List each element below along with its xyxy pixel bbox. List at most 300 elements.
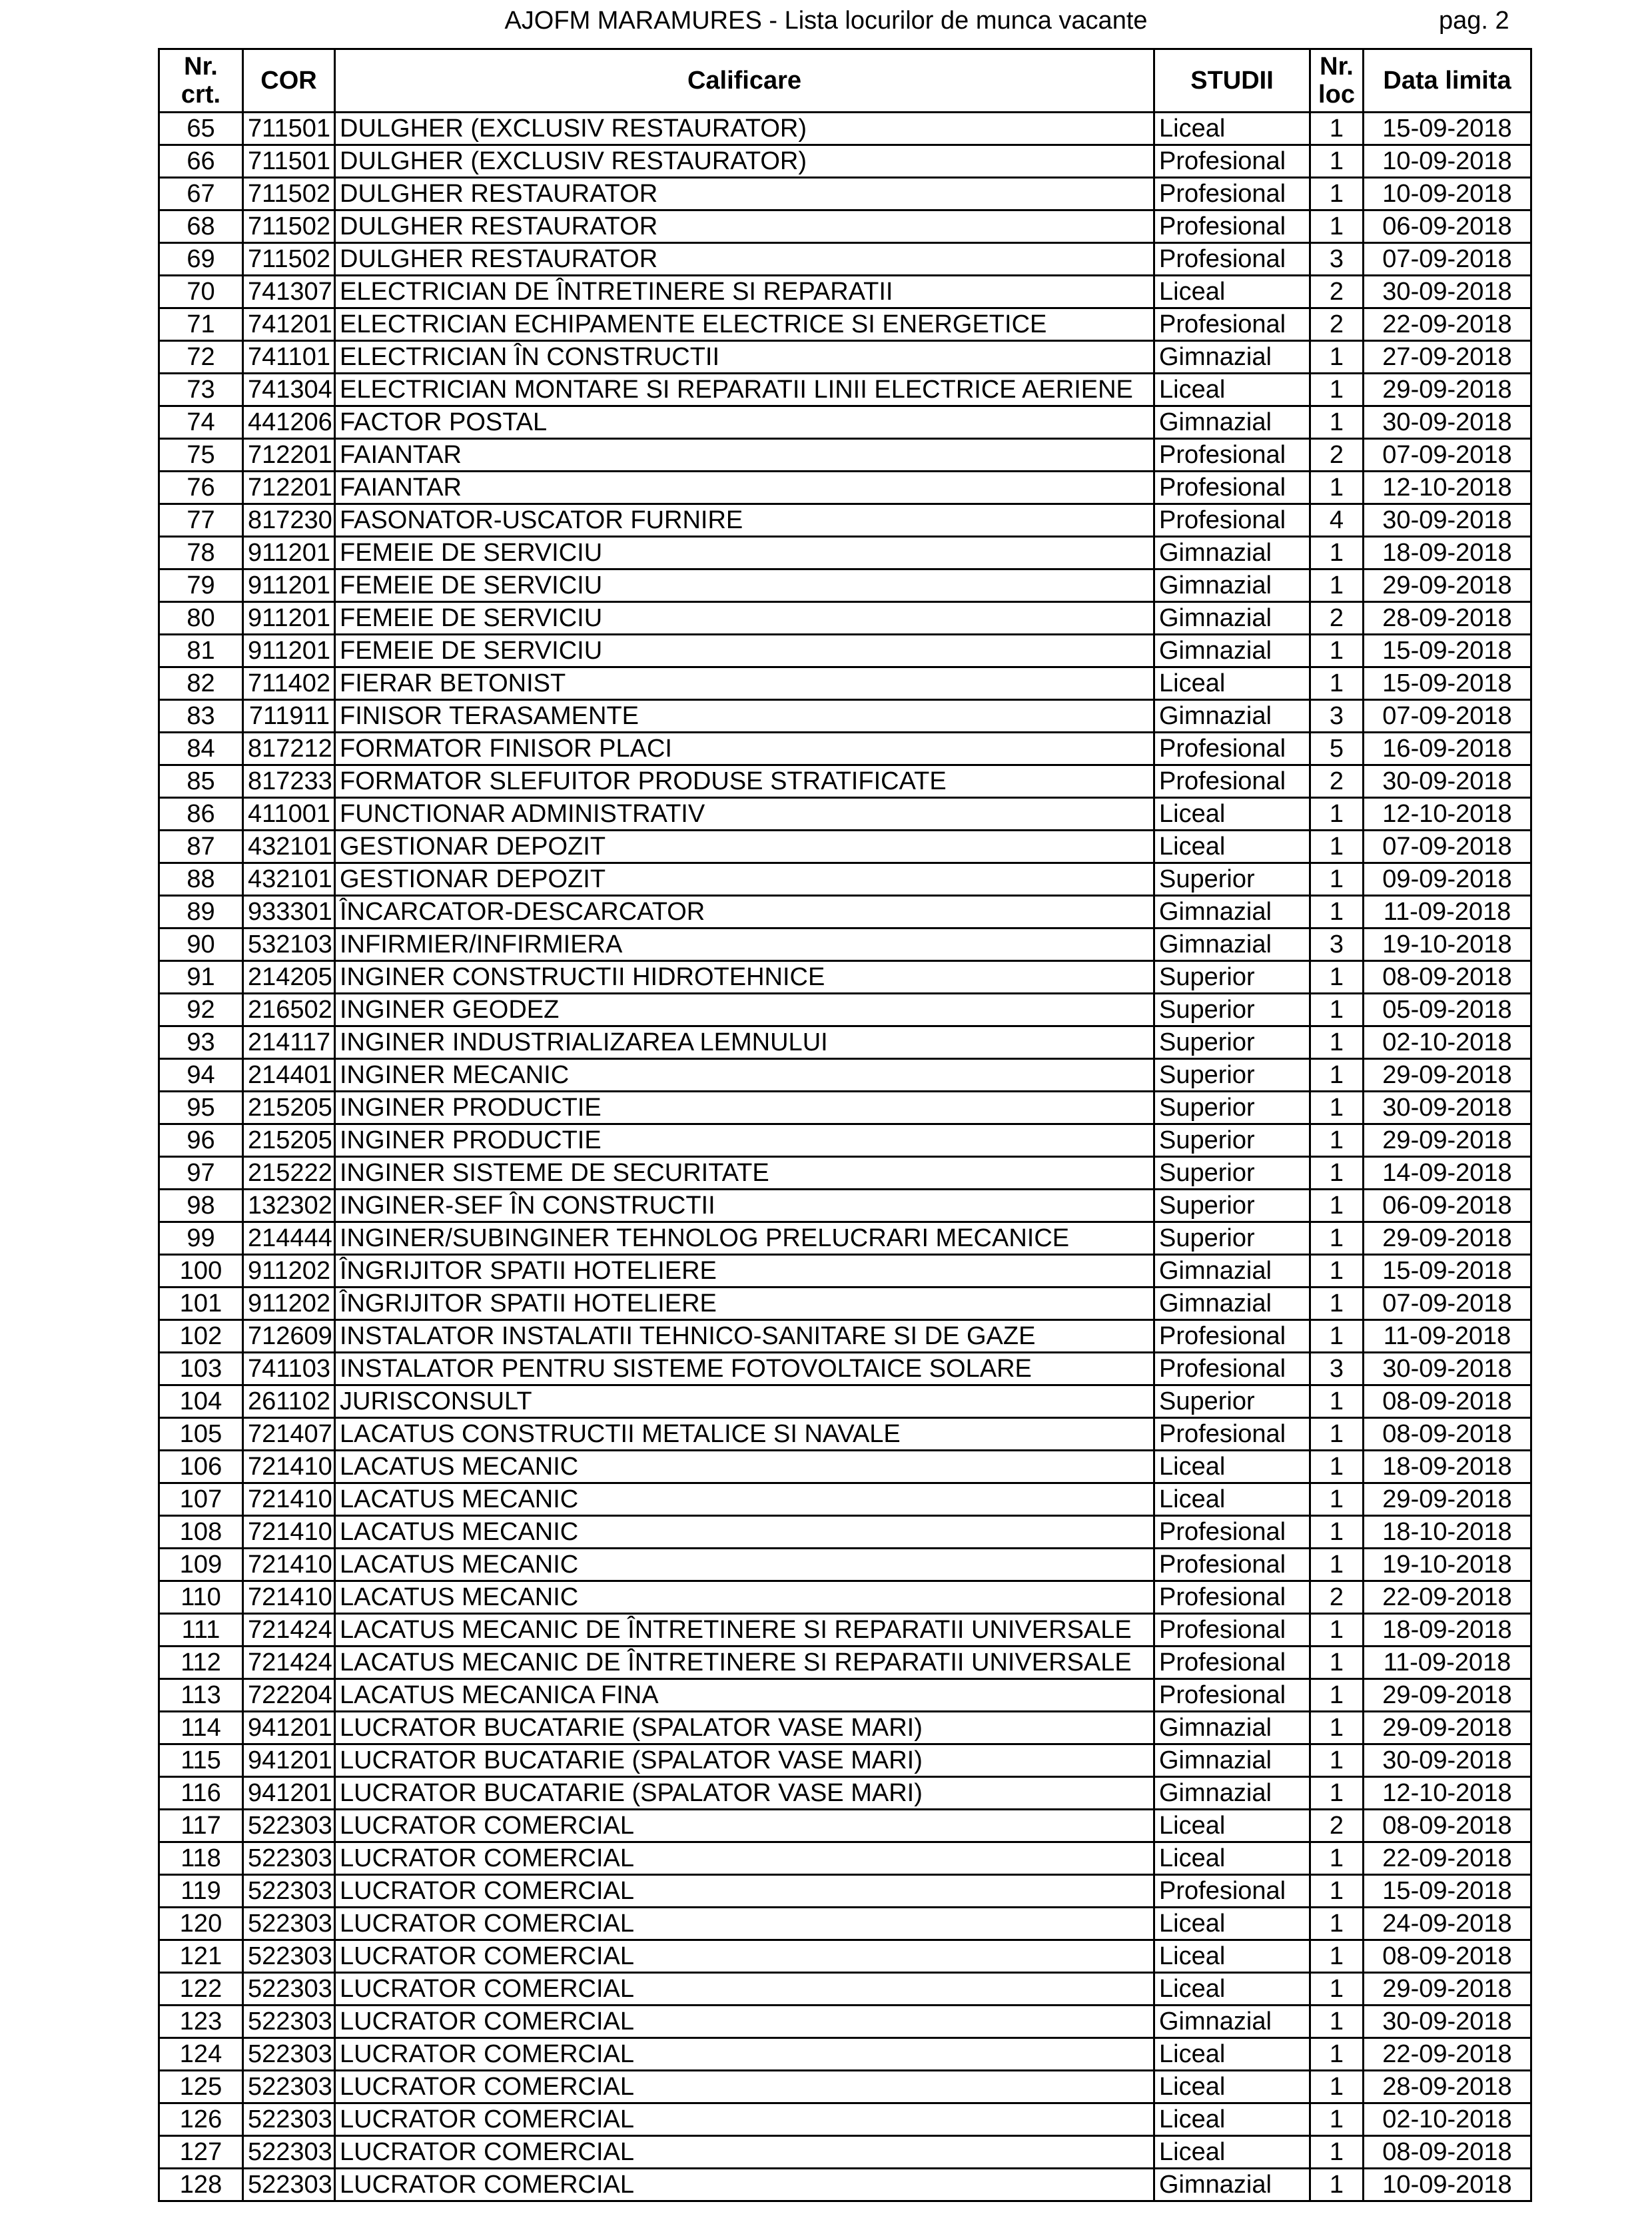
cell-nr-loc: 1	[1310, 1647, 1364, 1679]
cell-nr-loc: 1	[1310, 1320, 1364, 1353]
cell-nr-crt: 82	[159, 667, 243, 700]
cell-data-limita: 02-10-2018	[1364, 1026, 1531, 1059]
cell-cor: 721410	[243, 1483, 335, 1516]
cell-nr-crt: 81	[159, 635, 243, 667]
cell-nr-loc: 1	[1310, 1712, 1364, 1744]
table-row	[159, 1940, 1531, 1973]
cell-studii: Profesional	[1154, 504, 1310, 537]
cell-cor: 522303	[243, 1842, 335, 1875]
cell-nr-crt: 100	[159, 1255, 243, 1288]
cell-studii: Gimnazial	[1154, 537, 1310, 569]
cell-cor: 522303	[243, 1810, 335, 1842]
cell-cor: 711502	[243, 210, 335, 243]
cell-nr-loc: 1	[1310, 1973, 1364, 2006]
cell-cor: 711402	[243, 667, 335, 700]
table-row	[159, 1059, 1531, 1092]
cell-cor: 214401	[243, 1059, 335, 1092]
cell-nr-loc: 1	[1310, 341, 1364, 374]
cell-nr-crt: 84	[159, 733, 243, 765]
cell-studii: Profesional	[1154, 145, 1310, 178]
cell-nr-loc: 1	[1310, 1940, 1364, 1973]
cell-studii: Gimnazial	[1154, 2169, 1310, 2201]
cell-data-limita: 22-09-2018	[1364, 308, 1531, 341]
table-row	[159, 1973, 1531, 2006]
cell-studii: Superior	[1154, 1385, 1310, 1418]
cell-calificare: INGINER PRODUCTIE	[335, 1092, 1154, 1124]
cell-calificare: LUCRATOR COMERCIAL	[335, 1875, 1154, 1908]
cell-nr-loc: 2	[1310, 308, 1364, 341]
cell-nr-crt: 104	[159, 1385, 243, 1418]
cell-studii: Profesional	[1154, 1614, 1310, 1647]
cell-nr-crt: 87	[159, 831, 243, 863]
cell-nr-loc: 1	[1310, 961, 1364, 994]
cell-studii: Profesional	[1154, 1679, 1310, 1712]
cell-nr-crt: 105	[159, 1418, 243, 1451]
cell-nr-loc: 1	[1310, 798, 1364, 831]
table-row	[159, 1320, 1531, 1353]
cell-studii: Liceal	[1154, 831, 1310, 863]
cell-cor: 712201	[243, 439, 335, 472]
cell-nr-crt: 70	[159, 276, 243, 308]
cell-data-limita: 29-09-2018	[1364, 374, 1531, 406]
cell-data-limita: 11-09-2018	[1364, 1647, 1531, 1679]
table-row	[159, 1516, 1531, 1549]
header-row	[159, 49, 1531, 113]
cell-cor: 215205	[243, 1124, 335, 1157]
cell-cor: 132302	[243, 1190, 335, 1222]
cell-cor: 432101	[243, 831, 335, 863]
cell-data-limita: 28-09-2018	[1364, 2071, 1531, 2103]
cell-data-limita: 08-09-2018	[1364, 1418, 1531, 1451]
cell-studii: Liceal	[1154, 1908, 1310, 1940]
cell-nr-loc: 1	[1310, 2136, 1364, 2169]
table-row	[159, 1288, 1531, 1320]
table-row	[159, 1744, 1531, 1777]
cell-data-limita: 30-09-2018	[1364, 406, 1531, 439]
cell-calificare: INFIRMIER/INFIRMIERA	[335, 928, 1154, 961]
cell-calificare: ELECTRICIAN ÎN CONSTRUCTII	[335, 341, 1154, 374]
cell-cor: 817233	[243, 765, 335, 798]
cell-nr-loc: 5	[1310, 733, 1364, 765]
cell-studii: Liceal	[1154, 1842, 1310, 1875]
cell-data-limita: 15-09-2018	[1364, 113, 1531, 145]
cell-data-limita: 30-09-2018	[1364, 1353, 1531, 1385]
cell-calificare: DULGHER RESTAURATOR	[335, 243, 1154, 276]
cell-data-limita: 29-09-2018	[1364, 1222, 1531, 1255]
cell-data-limita: 11-09-2018	[1364, 896, 1531, 928]
cell-cor: 741304	[243, 374, 335, 406]
cell-studii: Liceal	[1154, 1810, 1310, 1842]
table-row	[159, 2006, 1531, 2038]
cell-calificare: DULGHER RESTAURATOR	[335, 178, 1154, 210]
cell-data-limita: 29-09-2018	[1364, 1124, 1531, 1157]
table-row	[159, 1124, 1531, 1157]
column-header-studii: STUDII	[1154, 49, 1310, 113]
cell-nr-crt: 124	[159, 2038, 243, 2071]
table-row	[159, 569, 1531, 602]
cell-nr-loc: 1	[1310, 2169, 1364, 2201]
cell-cor: 817212	[243, 733, 335, 765]
table-row	[159, 961, 1531, 994]
cell-cor: 216502	[243, 994, 335, 1026]
cell-nr-loc: 1	[1310, 863, 1364, 896]
cell-nr-loc: 4	[1310, 504, 1364, 537]
cell-calificare: LUCRATOR COMERCIAL	[335, 1973, 1154, 2006]
cell-cor: 215222	[243, 1157, 335, 1190]
cell-calificare: FEMEIE DE SERVICIU	[335, 569, 1154, 602]
cell-nr-loc: 3	[1310, 243, 1364, 276]
cell-calificare: DULGHER RESTAURATOR	[335, 210, 1154, 243]
cell-calificare: LUCRATOR COMERCIAL	[335, 1940, 1154, 1973]
cell-data-limita: 22-09-2018	[1364, 2038, 1531, 2071]
cell-data-limita: 18-09-2018	[1364, 537, 1531, 569]
cell-nr-crt: 69	[159, 243, 243, 276]
cell-cor: 712201	[243, 472, 335, 504]
cell-data-limita: 10-09-2018	[1364, 145, 1531, 178]
cell-nr-crt: 106	[159, 1451, 243, 1483]
cell-nr-crt: 96	[159, 1124, 243, 1157]
cell-cor: 214205	[243, 961, 335, 994]
cell-nr-crt: 116	[159, 1777, 243, 1810]
cell-nr-loc: 1	[1310, 1451, 1364, 1483]
cell-data-limita: 12-10-2018	[1364, 472, 1531, 504]
cell-cor: 522303	[243, 1908, 335, 1940]
cell-nr-loc: 1	[1310, 1092, 1364, 1124]
cell-data-limita: 18-09-2018	[1364, 1614, 1531, 1647]
cell-calificare: LUCRATOR COMERCIAL	[335, 2103, 1154, 2136]
cell-data-limita: 06-09-2018	[1364, 1190, 1531, 1222]
cell-cor: 911201	[243, 635, 335, 667]
cell-calificare: FINISOR TERASAMENTE	[335, 700, 1154, 733]
cell-nr-loc: 3	[1310, 1353, 1364, 1385]
cell-studii: Liceal	[1154, 2038, 1310, 2071]
cell-nr-crt: 76	[159, 472, 243, 504]
cell-cor: 911201	[243, 537, 335, 569]
cell-data-limita: 18-10-2018	[1364, 1516, 1531, 1549]
cell-nr-crt: 110	[159, 1581, 243, 1614]
cell-nr-loc: 1	[1310, 896, 1364, 928]
cell-studii: Superior	[1154, 1059, 1310, 1092]
cell-cor: 215205	[243, 1092, 335, 1124]
cell-nr-crt: 121	[159, 1940, 243, 1973]
column-header-cor: COR	[243, 49, 335, 113]
cell-calificare: ÎNCARCATOR-DESCARCATOR	[335, 896, 1154, 928]
vacancies-table	[158, 48, 1532, 2202]
cell-studii: Liceal	[1154, 1451, 1310, 1483]
table-row	[159, 1418, 1531, 1451]
cell-nr-loc: 1	[1310, 667, 1364, 700]
cell-data-limita: 15-09-2018	[1364, 635, 1531, 667]
cell-data-limita: 29-09-2018	[1364, 1973, 1531, 2006]
cell-nr-loc: 1	[1310, 2103, 1364, 2136]
cell-data-limita: 29-09-2018	[1364, 569, 1531, 602]
cell-studii: Superior	[1154, 1124, 1310, 1157]
table-row	[159, 145, 1531, 178]
cell-nr-crt: 74	[159, 406, 243, 439]
cell-nr-loc: 1	[1310, 1516, 1364, 1549]
cell-nr-loc: 1	[1310, 1679, 1364, 1712]
cell-data-limita: 11-09-2018	[1364, 1320, 1531, 1353]
cell-calificare: INGINER PRODUCTIE	[335, 1124, 1154, 1157]
cell-data-limita: 15-09-2018	[1364, 1255, 1531, 1288]
cell-cor: 522303	[243, 1875, 335, 1908]
cell-nr-loc: 1	[1310, 1222, 1364, 1255]
cell-data-limita: 30-09-2018	[1364, 504, 1531, 537]
table-row	[159, 1222, 1531, 1255]
cell-studii: Profesional	[1154, 1353, 1310, 1385]
cell-nr-crt: 128	[159, 2169, 243, 2201]
cell-nr-crt: 115	[159, 1744, 243, 1777]
table-row	[159, 635, 1531, 667]
cell-data-limita: 10-09-2018	[1364, 2169, 1531, 2201]
table-row	[159, 667, 1531, 700]
cell-data-limita: 29-09-2018	[1364, 1483, 1531, 1516]
cell-calificare: LUCRATOR COMERCIAL	[335, 2006, 1154, 2038]
cell-nr-crt: 88	[159, 863, 243, 896]
table-row	[159, 113, 1531, 145]
cell-calificare: INGINER CONSTRUCTII HIDROTEHNICE	[335, 961, 1154, 994]
cell-calificare: INGINER MECANIC	[335, 1059, 1154, 1092]
cell-calificare: JURISCONSULT	[335, 1385, 1154, 1418]
cell-nr-loc: 1	[1310, 2038, 1364, 2071]
cell-studii: Liceal	[1154, 276, 1310, 308]
cell-studii: Superior	[1154, 1092, 1310, 1124]
cell-nr-loc: 1	[1310, 1777, 1364, 1810]
cell-nr-crt: 112	[159, 1647, 243, 1679]
cell-nr-loc: 1	[1310, 1059, 1364, 1092]
cell-nr-loc: 1	[1310, 635, 1364, 667]
cell-studii: Liceal	[1154, 667, 1310, 700]
table-row	[159, 831, 1531, 863]
table-row	[159, 406, 1531, 439]
cell-studii: Gimnazial	[1154, 569, 1310, 602]
cell-cor: 941201	[243, 1712, 335, 1744]
cell-cor: 261102	[243, 1385, 335, 1418]
cell-nr-crt: 66	[159, 145, 243, 178]
table-row	[159, 178, 1531, 210]
cell-studii: Gimnazial	[1154, 406, 1310, 439]
cell-calificare: LUCRATOR COMERCIAL	[335, 2169, 1154, 2201]
cell-cor: 911201	[243, 602, 335, 635]
cell-data-limita: 02-10-2018	[1364, 2103, 1531, 2136]
cell-studii: Superior	[1154, 961, 1310, 994]
cell-data-limita: 07-09-2018	[1364, 700, 1531, 733]
cell-studii: Superior	[1154, 994, 1310, 1026]
cell-studii: Profesional	[1154, 472, 1310, 504]
cell-nr-loc: 1	[1310, 2006, 1364, 2038]
cell-nr-loc: 1	[1310, 831, 1364, 863]
cell-calificare: ELECTRICIAN MONTARE SI REPARATII LINII ELECTRICE AERIENE	[335, 374, 1154, 406]
cell-cor: 214117	[243, 1026, 335, 1059]
cell-studii: Profesional	[1154, 308, 1310, 341]
cell-nr-loc: 2	[1310, 439, 1364, 472]
cell-cor: 911202	[243, 1288, 335, 1320]
cell-studii: Superior	[1154, 1026, 1310, 1059]
cell-nr-loc: 1	[1310, 1908, 1364, 1940]
cell-studii: Superior	[1154, 863, 1310, 896]
cell-calificare: LACATUS MECANIC	[335, 1516, 1154, 1549]
cell-nr-crt: 118	[159, 1842, 243, 1875]
cell-calificare: FAIANTAR	[335, 472, 1154, 504]
cell-studii: Liceal	[1154, 2103, 1310, 2136]
cell-studii: Gimnazial	[1154, 602, 1310, 635]
cell-nr-loc: 1	[1310, 1418, 1364, 1451]
cell-calificare: ÎNGRIJITOR SPATII HOTELIERE	[335, 1288, 1154, 1320]
cell-calificare: LACATUS MECANIC	[335, 1549, 1154, 1581]
table-row	[159, 243, 1531, 276]
cell-cor: 722204	[243, 1679, 335, 1712]
cell-cor: 711501	[243, 113, 335, 145]
cell-nr-crt: 97	[159, 1157, 243, 1190]
cell-cor: 933301	[243, 896, 335, 928]
cell-studii: Gimnazial	[1154, 896, 1310, 928]
table-row	[159, 2136, 1531, 2169]
table-header	[159, 49, 1531, 113]
cell-studii: Profesional	[1154, 1875, 1310, 1908]
cell-data-limita: 28-09-2018	[1364, 602, 1531, 635]
cell-data-limita: 08-09-2018	[1364, 961, 1531, 994]
cell-cor: 721424	[243, 1647, 335, 1679]
table-row	[159, 1190, 1531, 1222]
cell-nr-crt: 109	[159, 1549, 243, 1581]
cell-data-limita: 08-09-2018	[1364, 1940, 1531, 1973]
cell-data-limita: 12-10-2018	[1364, 798, 1531, 831]
cell-cor: 721410	[243, 1549, 335, 1581]
cell-nr-crt: 93	[159, 1026, 243, 1059]
cell-studii: Profesional	[1154, 1581, 1310, 1614]
table-row	[159, 1353, 1531, 1385]
cell-nr-crt: 108	[159, 1516, 243, 1549]
cell-cor: 522303	[243, 1940, 335, 1973]
cell-cor: 741103	[243, 1353, 335, 1385]
page-header	[0, 0, 1652, 47]
cell-data-limita: 08-09-2018	[1364, 1810, 1531, 1842]
cell-nr-loc: 1	[1310, 1875, 1364, 1908]
table-row	[159, 1647, 1531, 1679]
cell-calificare: LUCRATOR BUCATARIE (SPALATOR VASE MARI)	[335, 1712, 1154, 1744]
page-number: pag. 2	[1439, 7, 1509, 35]
table-row	[159, 602, 1531, 635]
cell-cor: 522303	[243, 2169, 335, 2201]
cell-calificare: LUCRATOR BUCATARIE (SPALATOR VASE MARI)	[335, 1777, 1154, 1810]
cell-studii: Superior	[1154, 1190, 1310, 1222]
table-row	[159, 1549, 1531, 1581]
cell-nr-crt: 103	[159, 1353, 243, 1385]
cell-data-limita: 29-09-2018	[1364, 1059, 1531, 1092]
cell-data-limita: 30-09-2018	[1364, 1092, 1531, 1124]
cell-nr-crt: 72	[159, 341, 243, 374]
table-row	[159, 1026, 1531, 1059]
cell-nr-crt: 107	[159, 1483, 243, 1516]
cell-nr-crt: 78	[159, 537, 243, 569]
column-header-nr-crt: Nr. crt.	[159, 49, 243, 113]
cell-cor: 711501	[243, 145, 335, 178]
cell-studii: Gimnazial	[1154, 341, 1310, 374]
cell-cor: 441206	[243, 406, 335, 439]
cell-data-limita: 05-09-2018	[1364, 994, 1531, 1026]
table-row	[159, 2169, 1531, 2201]
cell-studii: Gimnazial	[1154, 1288, 1310, 1320]
table-row	[159, 504, 1531, 537]
cell-data-limita: 24-09-2018	[1364, 1908, 1531, 1940]
cell-calificare: LUCRATOR COMERCIAL	[335, 2136, 1154, 2169]
cell-cor: 522303	[243, 2103, 335, 2136]
table-row	[159, 1842, 1531, 1875]
cell-cor: 522303	[243, 2006, 335, 2038]
cell-cor: 911201	[243, 569, 335, 602]
table-row	[159, 439, 1531, 472]
cell-studii: Liceal	[1154, 1940, 1310, 1973]
cell-cor: 911202	[243, 1255, 335, 1288]
cell-cor: 522303	[243, 2136, 335, 2169]
cell-cor: 721410	[243, 1581, 335, 1614]
cell-calificare: FEMEIE DE SERVICIU	[335, 537, 1154, 569]
cell-studii: Gimnazial	[1154, 700, 1310, 733]
table-row	[159, 1157, 1531, 1190]
table-row	[159, 276, 1531, 308]
cell-calificare: DULGHER (EXCLUSIV RESTAURATOR)	[335, 145, 1154, 178]
cell-nr-crt: 114	[159, 1712, 243, 1744]
cell-studii: Profesional	[1154, 178, 1310, 210]
cell-nr-crt: 65	[159, 113, 243, 145]
cell-cor: 741101	[243, 341, 335, 374]
cell-nr-loc: 2	[1310, 276, 1364, 308]
cell-studii: Profesional	[1154, 210, 1310, 243]
cell-nr-loc: 3	[1310, 700, 1364, 733]
cell-nr-crt: 80	[159, 602, 243, 635]
cell-nr-loc: 1	[1310, 1385, 1364, 1418]
table-row	[159, 1614, 1531, 1647]
cell-calificare: LACATUS MECANIC DE ÎNTRETINERE SI REPARATII UNIVERSALE	[335, 1647, 1154, 1679]
cell-nr-loc: 1	[1310, 1744, 1364, 1777]
table-row	[159, 733, 1531, 765]
cell-nr-loc: 1	[1310, 2071, 1364, 2103]
column-header-data-limita: Data limita	[1364, 49, 1531, 113]
cell-cor: 214444	[243, 1222, 335, 1255]
cell-studii: Superior	[1154, 1157, 1310, 1190]
cell-calificare: INGINER SISTEME DE SECURITATE	[335, 1157, 1154, 1190]
cell-data-limita: 27-09-2018	[1364, 341, 1531, 374]
cell-cor: 522303	[243, 1973, 335, 2006]
cell-calificare: DULGHER (EXCLUSIV RESTAURATOR)	[335, 113, 1154, 145]
cell-calificare: LUCRATOR COMERCIAL	[335, 1908, 1154, 1940]
cell-calificare: LUCRATOR COMERCIAL	[335, 2038, 1154, 2071]
table-row	[159, 1483, 1531, 1516]
cell-nr-crt: 95	[159, 1092, 243, 1124]
cell-calificare: INGINER GEODEZ	[335, 994, 1154, 1026]
cell-nr-crt: 127	[159, 2136, 243, 2169]
cell-nr-crt: 68	[159, 210, 243, 243]
cell-calificare: FIERAR BETONIST	[335, 667, 1154, 700]
cell-data-limita: 09-09-2018	[1364, 863, 1531, 896]
table-row	[159, 1810, 1531, 1842]
cell-data-limita: 07-09-2018	[1364, 439, 1531, 472]
table-row	[159, 1385, 1531, 1418]
cell-studii: Liceal	[1154, 374, 1310, 406]
cell-nr-loc: 1	[1310, 1549, 1364, 1581]
cell-calificare: INSTALATOR PENTRU SISTEME FOTOVOLTAICE SOLARE	[335, 1353, 1154, 1385]
cell-cor: 432101	[243, 863, 335, 896]
cell-calificare: GESTIONAR DEPOZIT	[335, 831, 1154, 863]
cell-studii: Profesional	[1154, 1418, 1310, 1451]
cell-data-limita: 19-10-2018	[1364, 928, 1531, 961]
cell-cor: 532103	[243, 928, 335, 961]
cell-calificare: LUCRATOR COMERCIAL	[335, 1842, 1154, 1875]
cell-nr-loc: 1	[1310, 145, 1364, 178]
cell-studii: Liceal	[1154, 2136, 1310, 2169]
cell-cor: 712609	[243, 1320, 335, 1353]
cell-data-limita: 30-09-2018	[1364, 2006, 1531, 2038]
